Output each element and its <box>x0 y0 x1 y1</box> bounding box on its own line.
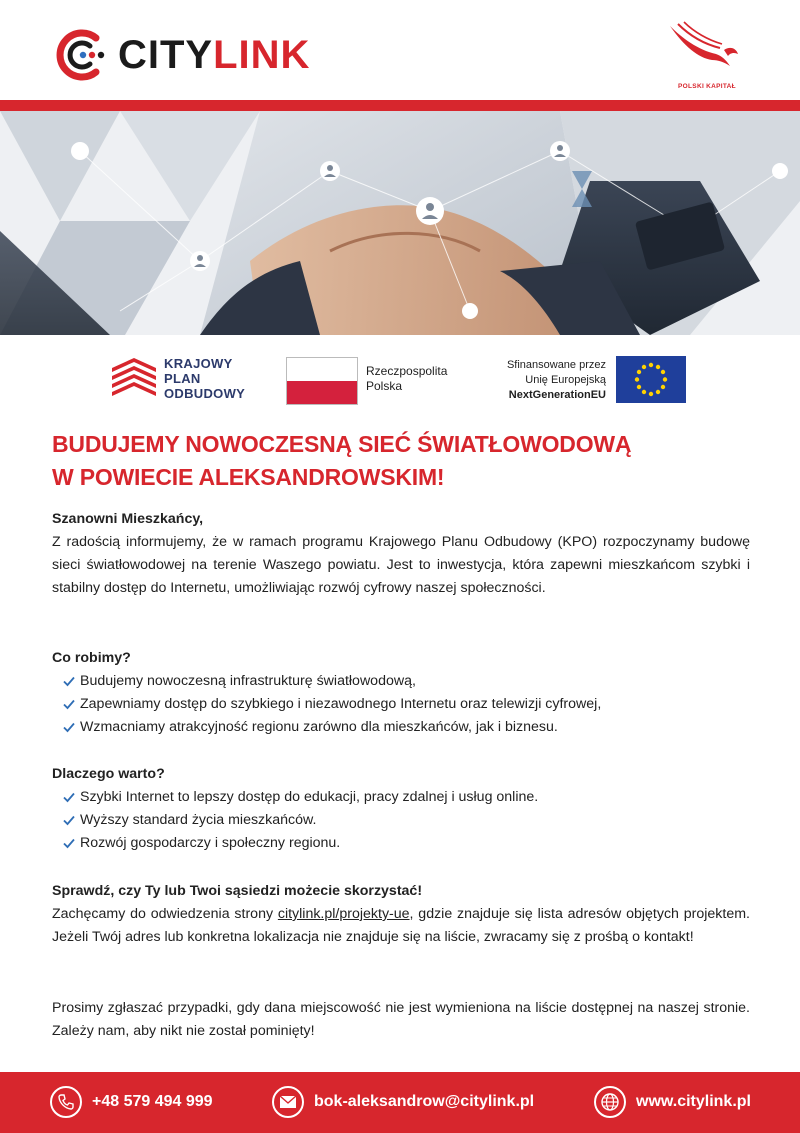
list-item: Rozwój gospodarczy i społeczny regionu. <box>52 832 750 855</box>
list-item: Wyższy standard życia mieszkańców. <box>52 809 750 832</box>
list-item: Zapewniamy dostęp do szybkiego i niezawodnego Internetu oraz telewizji cyfrowej, <box>52 693 750 716</box>
globe-icon <box>594 1086 626 1118</box>
citylink-logo-icon <box>52 26 110 84</box>
poland-flag <box>286 357 358 405</box>
greeting: Szanowni Mieszkańcy, <box>52 511 204 527</box>
polski-kapital-logo <box>664 20 750 90</box>
section-heading: Co robimy? <box>52 650 131 666</box>
list-item: Budujemy nowoczesną infrastrukturę światłowodową, <box>52 670 750 693</box>
list-item: Szybki Internet to lepszy dostęp do edukacji, pracy zdalnej i usług online. <box>52 786 750 809</box>
check-icon <box>62 697 76 711</box>
page-title: BUDUJEMY NOWOCZESNĄ SIEĆ ŚWIATŁOWODOWĄ W POWIECIE ALEKSANDROWSKIM! <box>52 431 632 490</box>
intro-section <box>52 508 750 600</box>
check-eligibility-section <box>52 880 750 949</box>
header <box>0 0 800 100</box>
closing-paragraph: Prosimy zgłaszać przypadki, gdy dana miejscowość nie jest wymieniona na liście dostępnej na naszej stronie. Zależy nam, aby nikt nie został pominięty! <box>52 1000 750 1039</box>
eu-stars-icon <box>616 356 686 403</box>
list-item: Wzmacniamy atrakcyjność regionu zarówno dla mieszkańców, jak i biznesu. <box>52 716 750 739</box>
intro-paragraph: Z radością informujemy, że w ramach programu Krajowego Planu Odbudowy (KPO) rozpoczynamy budowę sieci światłowodowej na terenie Waszego powiatu. Jest to inwestycja, która zapewni mieszkańcom szybki i stabilny dostęp do Internetu, umożliwiając rozwój cyfrowy naszej społeczności. <box>52 534 750 596</box>
logo-text: CITYLINK <box>118 32 311 77</box>
rzeczpospolita-text: Rzeczpospolita Polska <box>366 364 448 393</box>
eagle-icon <box>664 20 750 76</box>
check-icon <box>62 674 76 688</box>
section-heading: Dlaczego warto? <box>52 766 165 782</box>
projects-link[interactable]: citylink.pl/projekty-ue <box>277 906 410 922</box>
partner-text: POLSKI KAPITAŁ <box>678 83 736 90</box>
mail-icon <box>272 1086 304 1118</box>
eu-flag <box>616 356 686 403</box>
check-icon <box>62 813 76 827</box>
kpo-logo <box>112 354 262 404</box>
what-we-do-section <box>52 647 750 739</box>
check-icon <box>62 720 76 734</box>
check-icon <box>62 790 76 804</box>
check-icon <box>62 836 76 850</box>
check-paragraph: Zachęcamy do odwiedzenia strony citylink.pl/projekty-ue, gdzie znajduje się lista adresów objętych projektem. Jeżeli Twój adres lub konkretna lokalizacja nie znajduje się na liście, zwracamy się z prośbą o kontakt! <box>52 906 750 945</box>
kpo-text: KRAJOWY PLAN ODBUDOWY <box>164 356 246 401</box>
citylink-logo[interactable] <box>52 26 310 84</box>
why-section <box>52 763 750 855</box>
hero-image <box>0 111 800 335</box>
header-divider <box>0 100 800 111</box>
footer <box>0 1072 800 1133</box>
eu-funding-text: Sfinansowane przez Unię Europejską NextGenerationEU <box>506 359 606 401</box>
footer-email[interactable]: bok-aleksandrow@citylink.pl <box>272 1086 534 1118</box>
footer-phone[interactable]: +48 579 494 999 <box>50 1086 213 1118</box>
phone-icon <box>50 1086 82 1118</box>
footer-website[interactable]: www.citylink.pl <box>594 1086 751 1118</box>
section-heading: Sprawdź, czy Ty lub Twoi sąsiedzi możecie skorzystać! <box>52 883 423 899</box>
kpo-icon <box>112 354 158 402</box>
